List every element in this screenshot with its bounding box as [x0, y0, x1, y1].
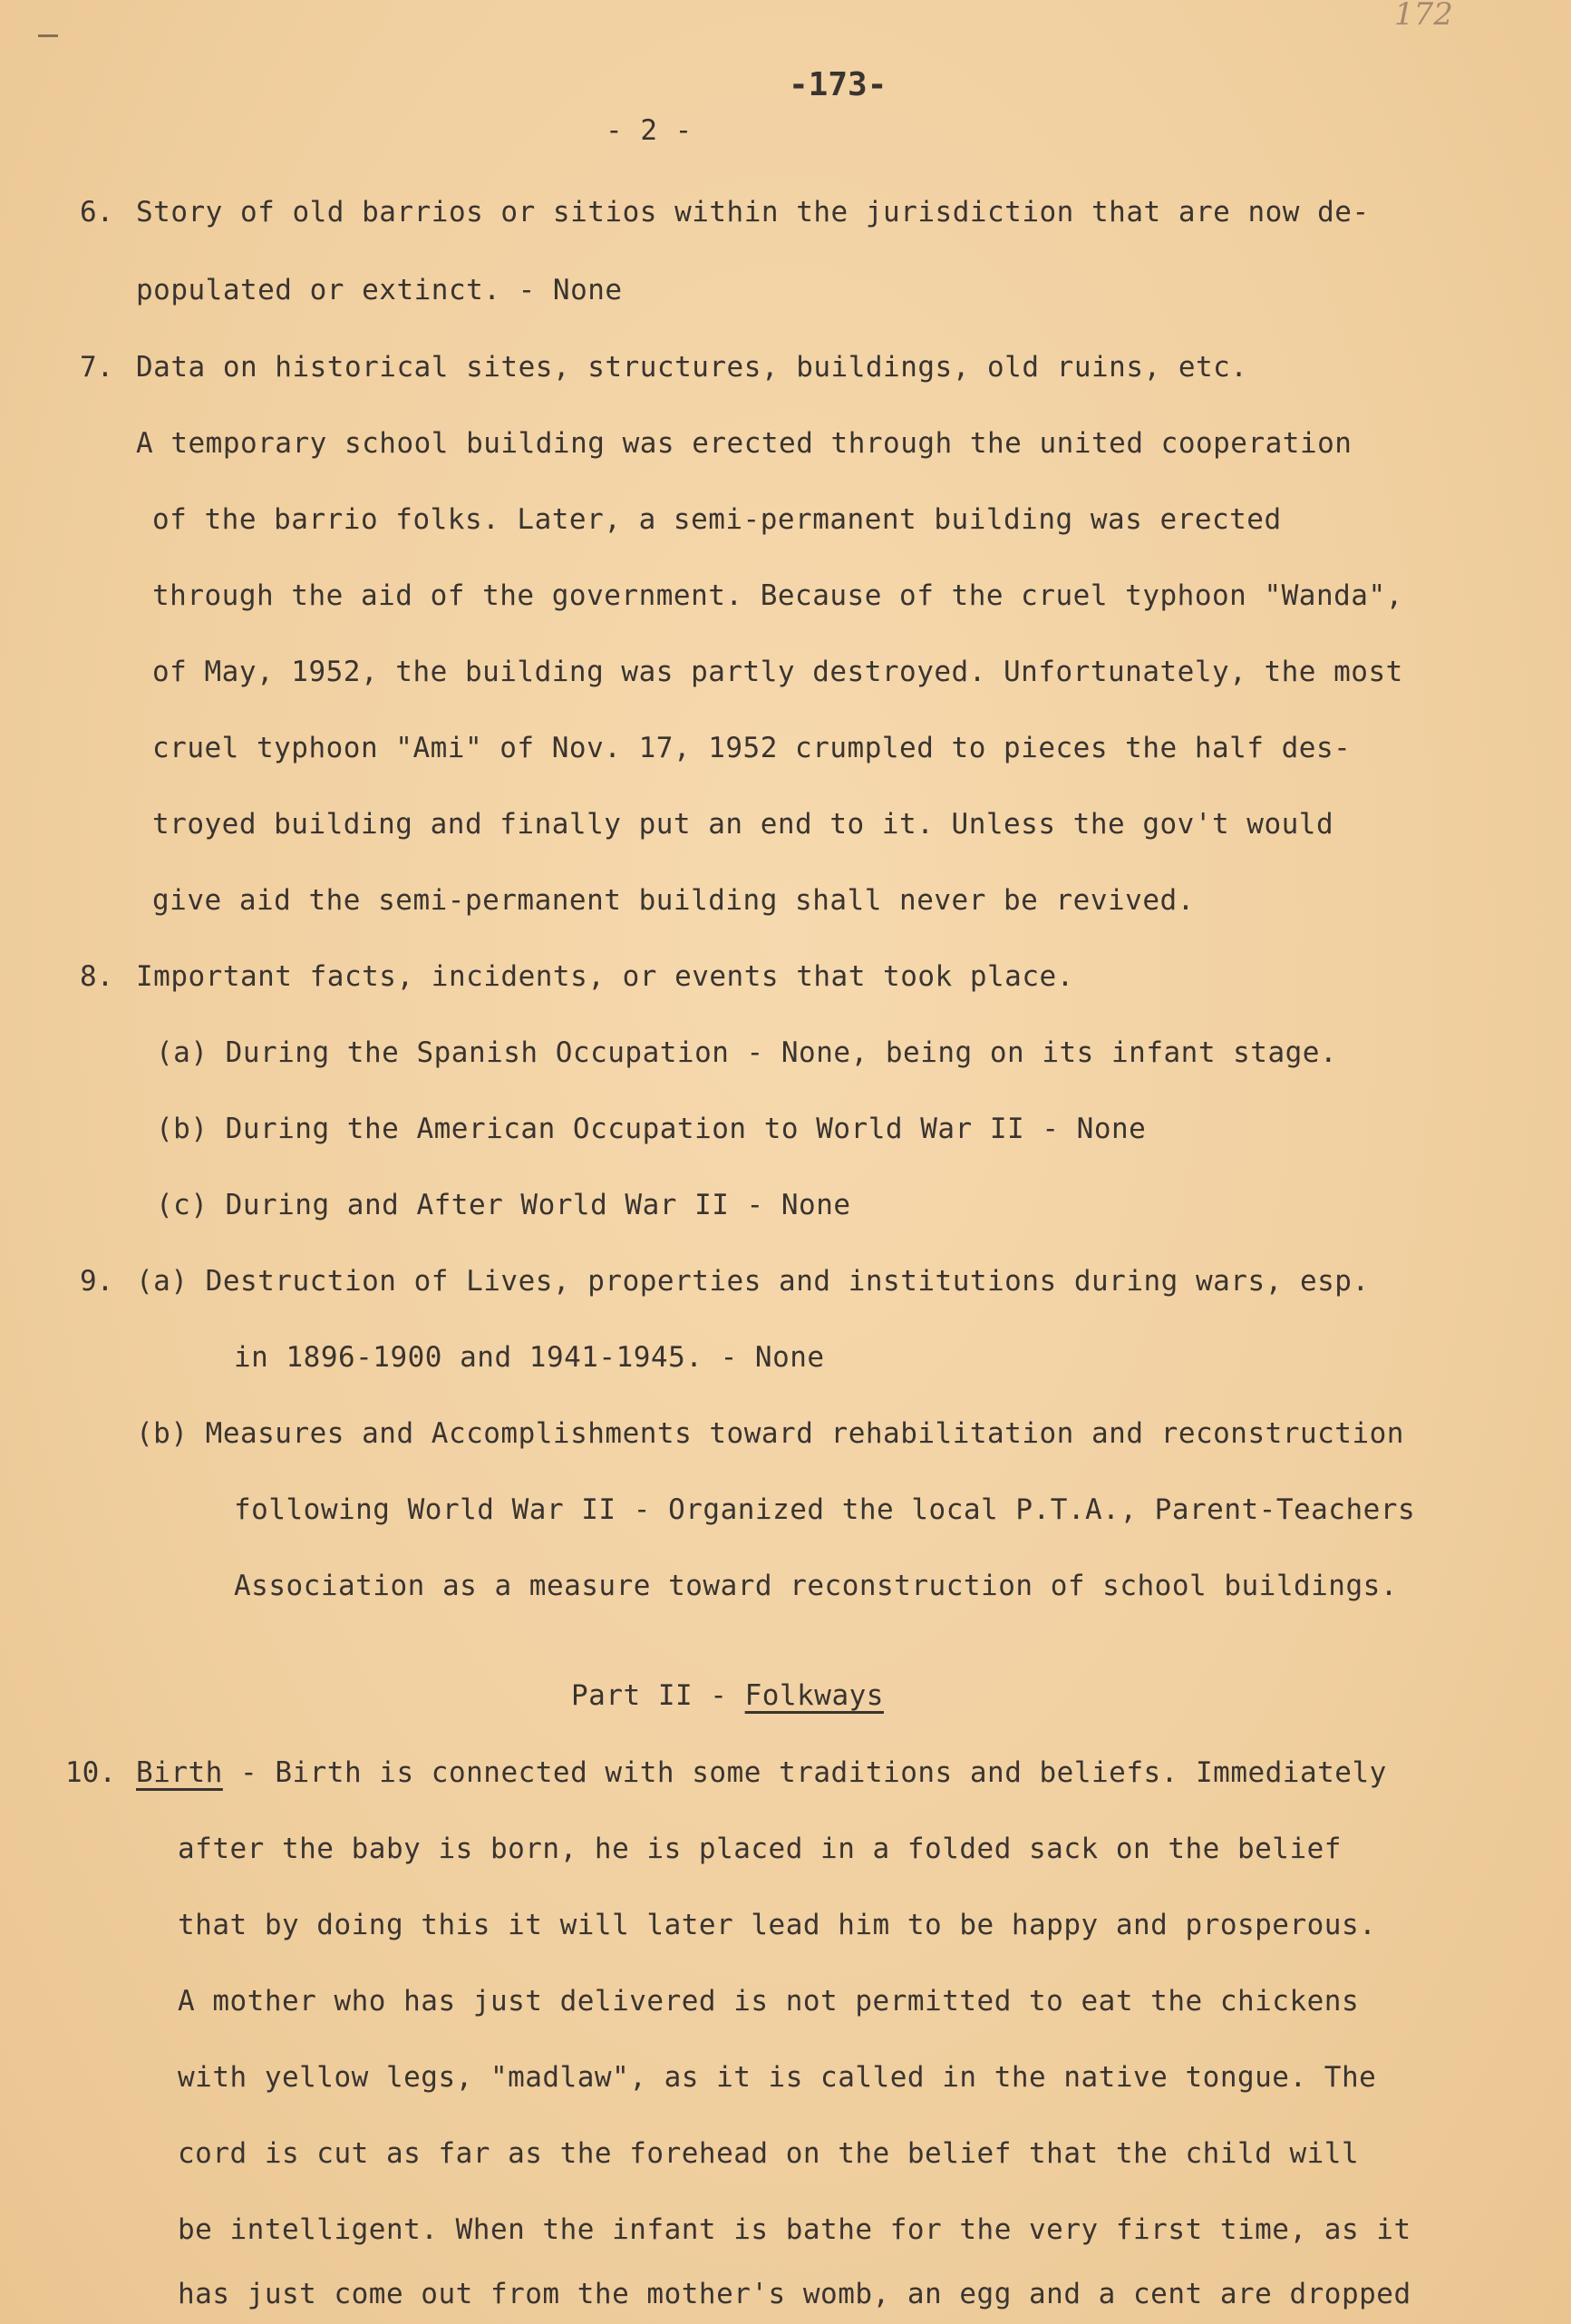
item-7-para-line: troyed building and finally put an end to it. Unless the gov't would [152, 808, 1334, 841]
item-9-a-line1: (a) Destruction of Lives, properties and institutions during wars, esp. [136, 1265, 1370, 1298]
item-7-para-line: of the barrio folks. Later, a semi-permanent building was erected [152, 503, 1282, 536]
item-7-para-line: cruel typhoon "Ami" of Nov. 17, 1952 crumpled to pieces the half des- [152, 732, 1352, 764]
item-10-line: that by doing this it will later lead him to be happy and prosperous. [178, 1909, 1377, 1941]
item-7-para-line: of May, 1952, the building was partly destroyed. Unfortunately, the most [152, 656, 1403, 688]
item-10-line: after the baby is born, he is placed in a folded sack on the belief [178, 1833, 1342, 1865]
item-9-a-line2: in 1896-1900 and 1941-1945. - None [234, 1341, 825, 1374]
item-9-b-line2: following World War II - Organized the local P.T.A., Parent-Teachers [234, 1493, 1416, 1526]
item-8-sub-a: (a) During the Spanish Occupation - None, being on its infant stage. [156, 1036, 1338, 1069]
item-7-para-line: give aid the semi-permanent building shall never be revived. [152, 884, 1195, 917]
page-number-top: -173- [789, 66, 887, 103]
part-ii-heading [571, 1677, 884, 1714]
item-7-para-line: through the aid of the government. Because of the cruel typhoon "Wanda", [152, 579, 1403, 612]
item-10-line: A mother who has just delivered is not permitted to eat the chickens [178, 1985, 1360, 2018]
item-8-number: 8. [80, 960, 114, 993]
corner-page-note: 172 [1394, 0, 1453, 33]
item-10-line: be intelligent. When the infant is bathe for the very first time, as it [178, 2213, 1411, 2246]
item-6-line1: Story of old barrios or sitios within the jurisdiction that are now de- [136, 196, 1370, 229]
item-10-line: cord is cut as far as the forehead on the belief that the child will [178, 2137, 1360, 2170]
item-10-line1-rest: - Birth is connected with some traditions and beliefs. Immediately [222, 1756, 1387, 1789]
item-7-para-line: A temporary school building was erected through the united cooperation [136, 427, 1353, 460]
item-8-sub-c: (c) During and After World War II - None [156, 1189, 851, 1221]
item-7-number: 7. [80, 351, 114, 384]
item-6-line2: populated or extinct. - None [136, 274, 623, 306]
item-8-sub-b: (b) During the American Occupation to World War II - None [156, 1113, 1147, 1145]
item-10-line: has just come out from the mother's womb, an egg and a cent are dropped [178, 2278, 1411, 2310]
corner-mark [38, 34, 58, 37]
item-10-line1 [136, 1755, 1387, 1791]
item-10-line: with yellow legs, "madlaw", as it is called in the native tongue. The [178, 2061, 1377, 2094]
item-9-b-line1: (b) Measures and Accomplishments toward rehabilitation and reconstruction [136, 1417, 1404, 1450]
item-10-number: 10. [65, 1756, 116, 1789]
item-9-number: 9. [80, 1265, 114, 1298]
item-8-heading: Important facts, incidents, or events that took place. [136, 960, 1074, 993]
item-9-b-line3: Association as a measure toward reconstruction of school buildings. [234, 1570, 1398, 1602]
item-6-number: 6. [80, 196, 114, 229]
item-10-label: Birth [136, 1756, 223, 1789]
part-ii-title: Folkways [744, 1679, 884, 1712]
item-7-heading: Data on historical sites, structures, buildings, old ruins, etc. [136, 351, 1248, 384]
part-ii-prefix: Part II - [571, 1679, 745, 1712]
page-number-sub: - 2 - [606, 114, 693, 147]
